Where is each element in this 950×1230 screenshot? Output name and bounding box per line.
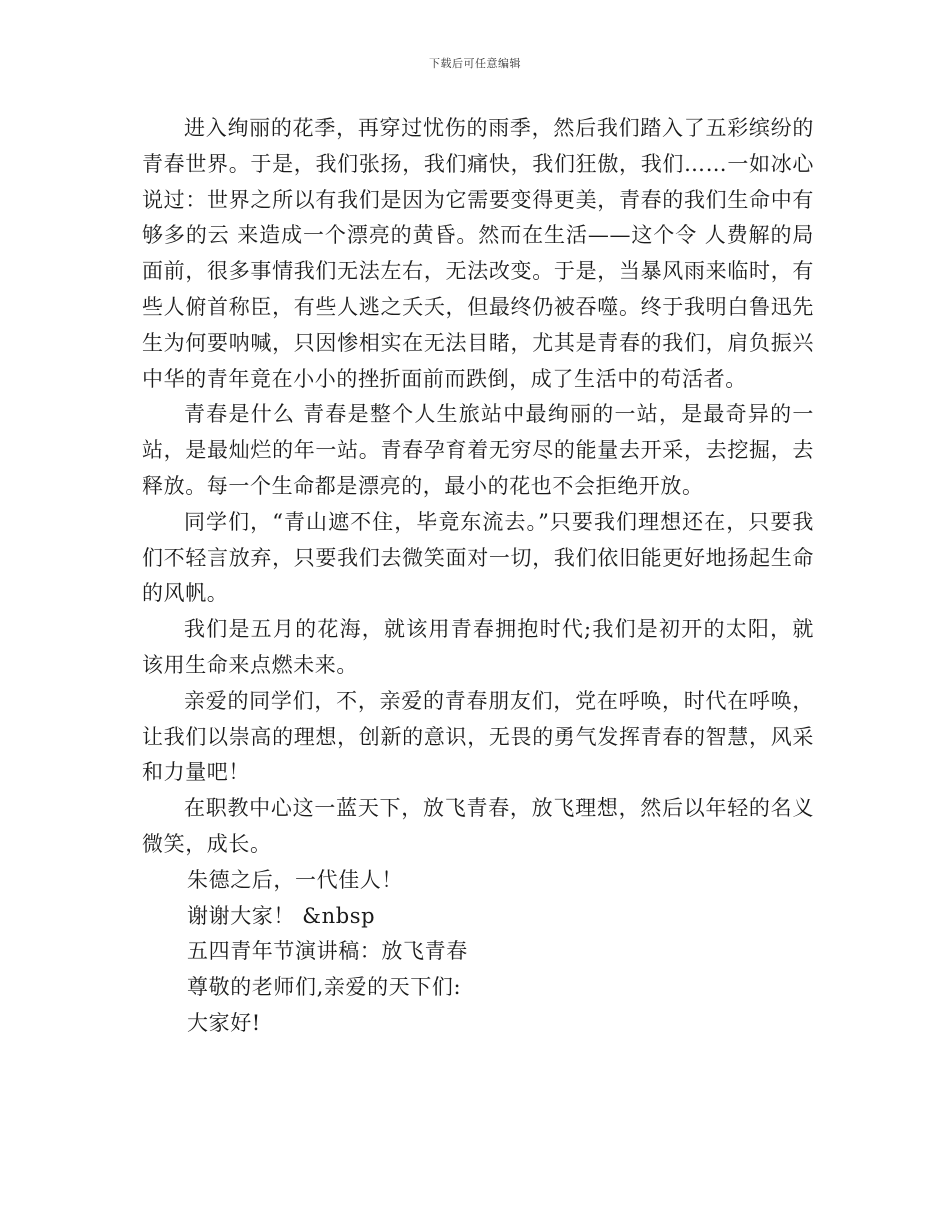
paragraph: 同学们，“青山遮不住，毕竟东流去。”只要我们理想还在，只要我们不轻言放弃，只要我们去微笑面对一切，我们依旧能更好地扬起生命的风帆。 [142, 509, 814, 606]
paragraph: 在职教中心这一蓝天下，放飞青春，放飞理想，然后以年轻的名义微笑，成长。 [142, 796, 814, 856]
closing-line: 朱德之后，一代佳人！ [187, 867, 403, 892]
salutation-line: 尊敬的老师们,亲爱的天下们: [187, 975, 462, 1000]
paragraph: 我们是五月的花海，就该用青春拥抱时代;我们是初开的太阳，就该用生命来点燃未来。 [142, 617, 814, 677]
document-body [142, 111, 814, 1042]
speech-title-line: 五四青年节演讲稿：放飞青春 [187, 939, 468, 964]
paragraph: 亲爱的同学们，不，亲爱的青春朋友们，党在呼唤，时代在呼唤，让我们以崇高的理想，创新的意识，无畏的勇气发挥青春的智慧，风采和力量吧！ [142, 688, 814, 785]
thanks-line: 谢谢大家！ &nbsp [187, 903, 376, 928]
greeting-line: 大家好! [187, 1010, 261, 1035]
page-header-note: 下载后可任意编辑 [429, 57, 521, 70]
paragraph: 青春是什么 青春是整个人生旅站中最绚丽的一站，是最奇异的一站，是最灿烂的年一站。青春孕育着无穷尽的能量去开采，去挖掘，去释放。每一个生命都是漂亮的，最小的花也不会拒绝开放。 [142, 402, 814, 498]
paragraph: 进入绚丽的花季，再穿过忧伤的雨季，然后我们踏入了五彩缤纷的青春世界。于是，我们张扬，我们痛快，我们狂傲，我们……一如冰心说过：世界之所以有我们是因为它需要变得更美，青春的我们生命中有够多的云 来造成一个漂亮的黄昏。然而在生活——这个令 人费解的局面前，很多事情我们无法左右，无法改变。于是，当暴风雨来临时，有些人俯首称臣，有些人逃之夭夭，但最终仍被吞噬。终于我明白鲁迅先生为何要呐喊，只因惨相实在无法目睹，尤其是青春的我们，肩负振兴中华的青年竟在小小的挫折面前而跌倒，成了生活中的苟活者。 [142, 116, 814, 391]
